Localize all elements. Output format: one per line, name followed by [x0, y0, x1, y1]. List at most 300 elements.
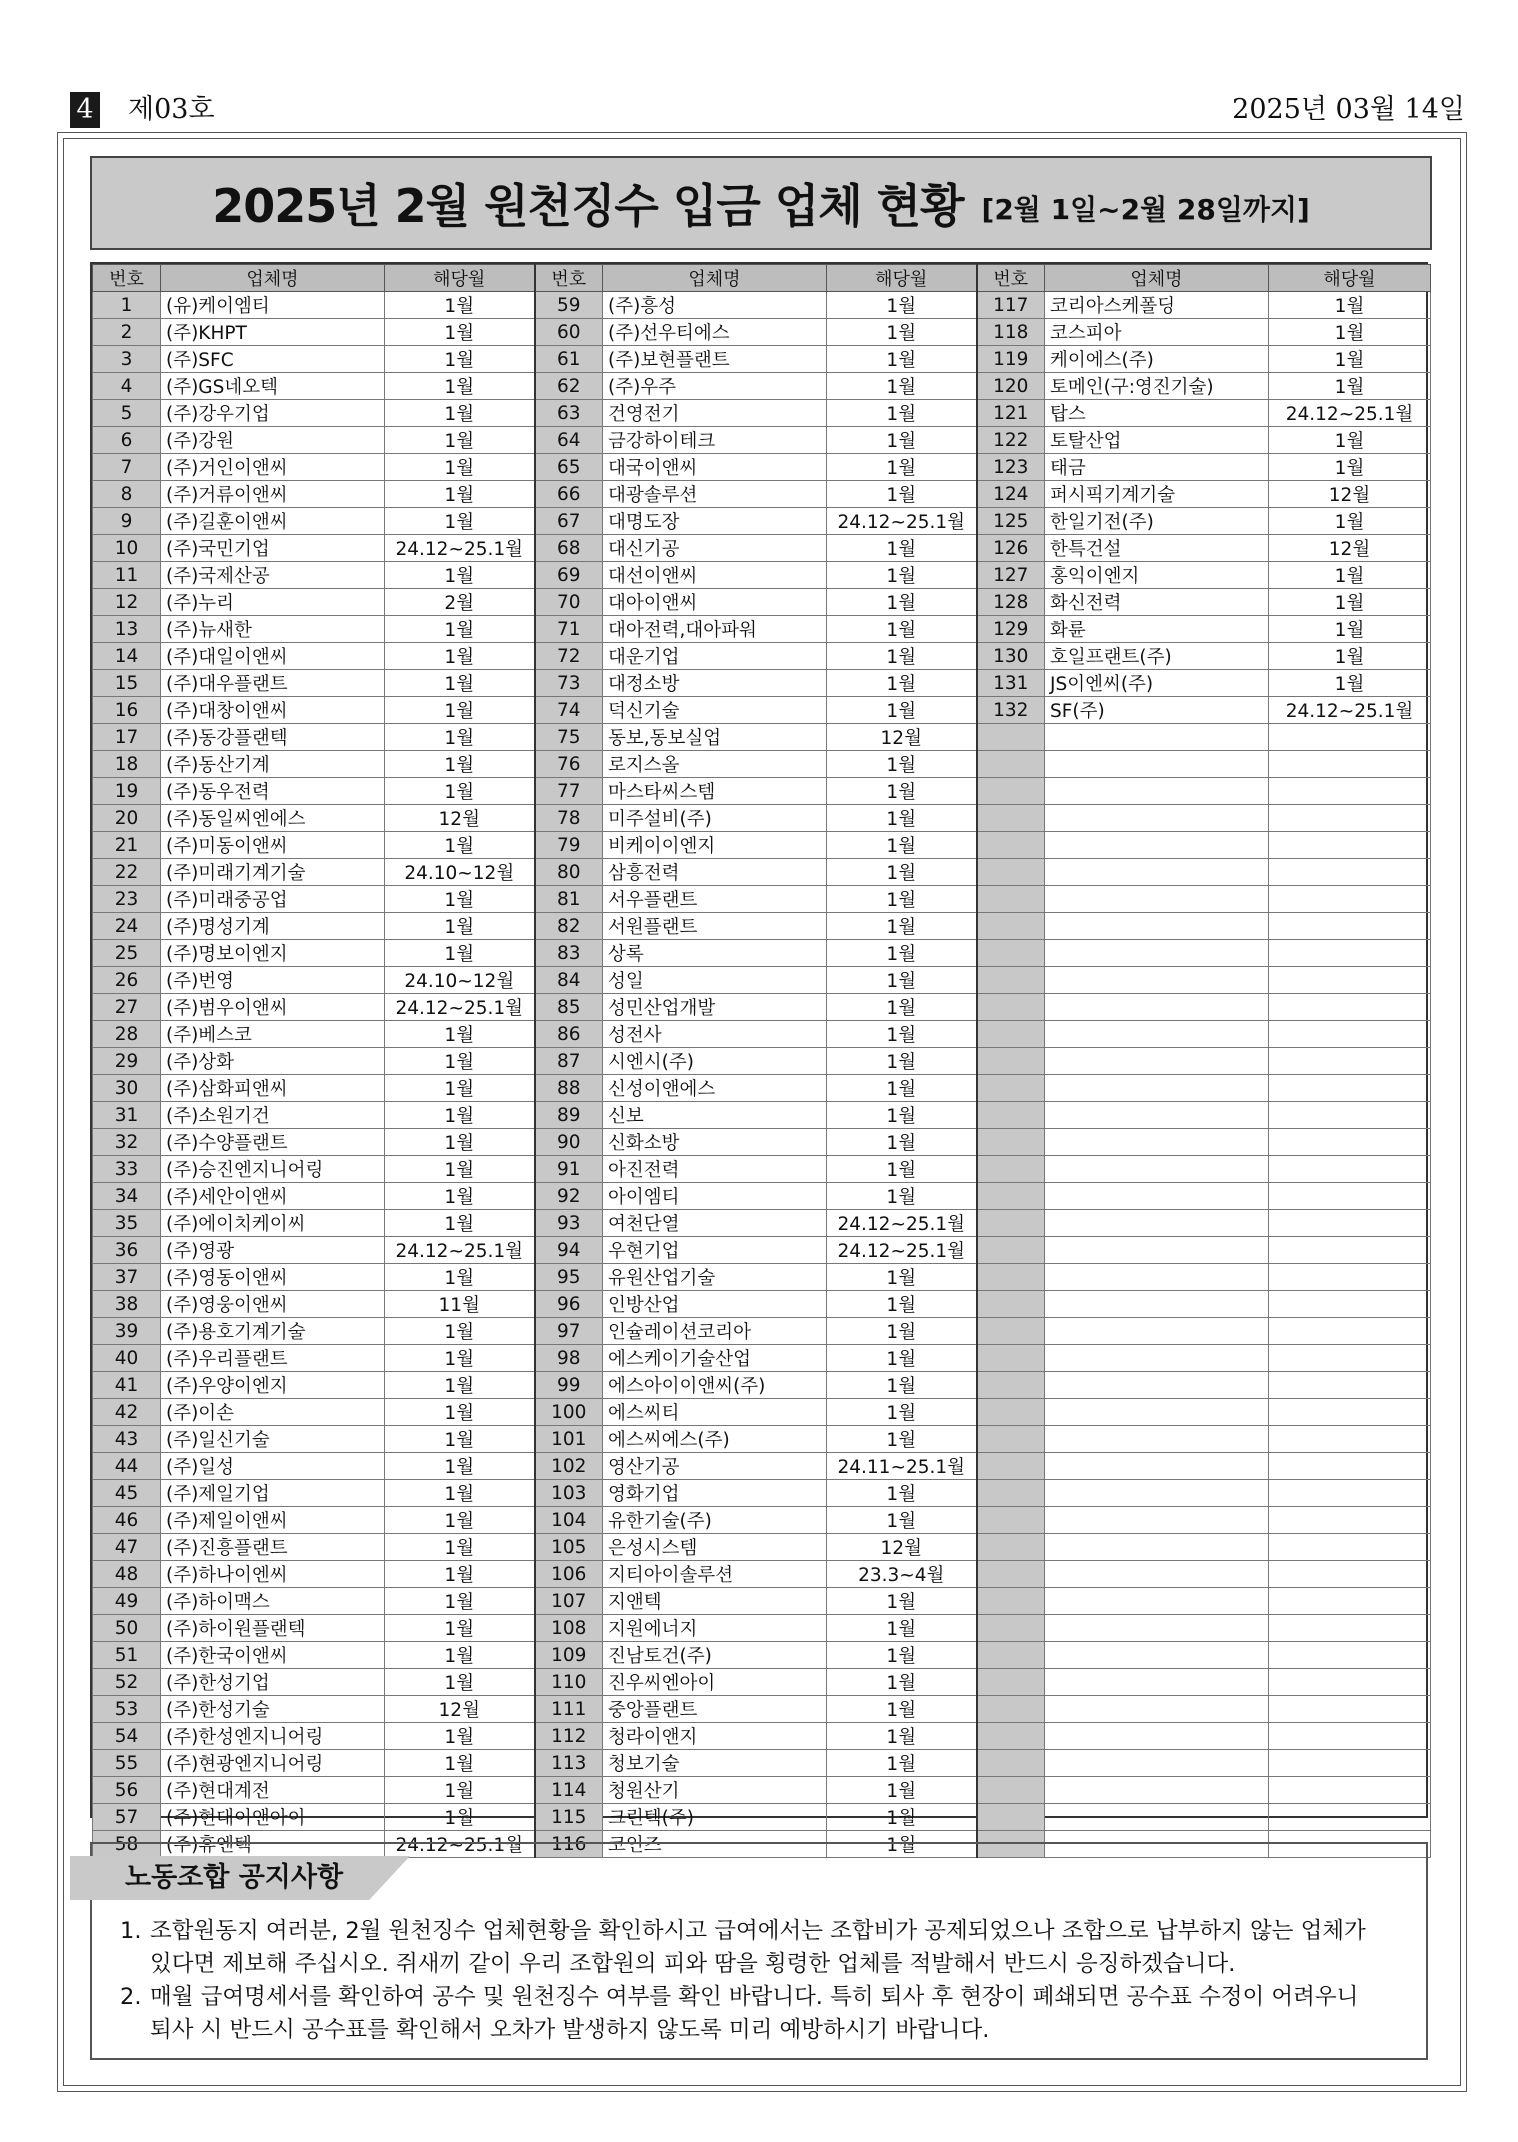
month-value	[1269, 994, 1431, 1021]
month-value: 1월	[385, 697, 535, 724]
row-number: 18	[93, 751, 161, 778]
company-name: 청보기술	[603, 1750, 827, 1777]
notice-line: 조합원동지 여러분, 2월 원천징수 업체현황을 확인하시고 급여에서는 조합비가 공제되었으나 조합으로 납부하지 않는 업체가	[150, 1918, 1366, 1944]
month-value: 1월	[1269, 643, 1431, 670]
company-name: (주)미래중공업	[161, 886, 385, 913]
row-number: 132	[977, 697, 1045, 724]
month-value: 1월	[1269, 562, 1431, 589]
company-name: 호일프랜트(주)	[1045, 643, 1269, 670]
row-number: 65	[535, 454, 603, 481]
row-number	[977, 1642, 1045, 1669]
month-value: 1월	[385, 913, 535, 940]
row-number: 57	[93, 1804, 161, 1831]
row-number: 10	[93, 535, 161, 562]
company-name: 대선이앤씨	[603, 562, 827, 589]
row-number: 62	[535, 373, 603, 400]
month-value: 1월	[827, 1804, 977, 1831]
company-name	[1045, 1696, 1269, 1723]
company-name: (주)한성기업	[161, 1669, 385, 1696]
column-header: 번호	[977, 265, 1045, 292]
month-value: 1월	[827, 1480, 977, 1507]
company-name: (주)영광	[161, 1237, 385, 1264]
column-header: 업체명	[1045, 265, 1269, 292]
row-number: 24	[93, 913, 161, 940]
table-row	[93, 1561, 1431, 1588]
month-value: 1월	[827, 1372, 977, 1399]
row-number: 5	[93, 400, 161, 427]
company-name: (주)선우티에스	[603, 319, 827, 346]
company-name: (주)용호기계기술	[161, 1318, 385, 1345]
month-value: 1월	[385, 1480, 535, 1507]
company-name: 지티아이솔루션	[603, 1561, 827, 1588]
company-name	[1045, 1534, 1269, 1561]
month-value: 1월	[385, 427, 535, 454]
month-value: 1월	[827, 1075, 977, 1102]
table-row	[93, 481, 1431, 508]
company-name: 유원산업기술	[603, 1264, 827, 1291]
month-value	[1269, 1102, 1431, 1129]
company-name	[1045, 1183, 1269, 1210]
table-row	[93, 1345, 1431, 1372]
company-name: 성민산업개발	[603, 994, 827, 1021]
company-name	[1045, 1561, 1269, 1588]
month-value: 1월	[385, 292, 535, 319]
row-number: 107	[535, 1588, 603, 1615]
row-number: 36	[93, 1237, 161, 1264]
table-row	[93, 1183, 1431, 1210]
company-name: 대운기업	[603, 643, 827, 670]
month-value	[1269, 1426, 1431, 1453]
table-row	[93, 1480, 1431, 1507]
month-value: 24.10~12월	[385, 967, 535, 994]
month-value	[1269, 1615, 1431, 1642]
row-number: 52	[93, 1669, 161, 1696]
row-number: 30	[93, 1075, 161, 1102]
row-number: 44	[93, 1453, 161, 1480]
table-row	[93, 967, 1431, 994]
month-value	[1269, 1264, 1431, 1291]
table-row	[93, 751, 1431, 778]
month-value	[1269, 859, 1431, 886]
month-value: 1월	[385, 1750, 535, 1777]
month-value: 1월	[827, 994, 977, 1021]
row-number: 109	[535, 1642, 603, 1669]
month-value: 1월	[827, 697, 977, 724]
month-value: 1월	[385, 643, 535, 670]
month-value: 1월	[385, 1507, 535, 1534]
row-number: 85	[535, 994, 603, 1021]
company-name: (주)하나이엔씨	[161, 1561, 385, 1588]
month-value: 24.12~25.1월	[385, 994, 535, 1021]
month-value: 24.12~25.1월	[385, 1831, 535, 1858]
company-name	[1045, 967, 1269, 994]
row-number: 99	[535, 1372, 603, 1399]
month-value: 1월	[385, 319, 535, 346]
row-number: 98	[535, 1345, 603, 1372]
company-name: 대정소방	[603, 670, 827, 697]
month-value: 1월	[827, 292, 977, 319]
company-name: 탑스	[1045, 400, 1269, 427]
row-number: 22	[93, 859, 161, 886]
page-number: 4	[70, 92, 100, 128]
month-value: 1월	[827, 427, 977, 454]
table-row	[93, 373, 1431, 400]
row-number: 39	[93, 1318, 161, 1345]
company-name: 인슐레이션코리아	[603, 1318, 827, 1345]
row-number: 15	[93, 670, 161, 697]
month-value: 1월	[385, 886, 535, 913]
row-number: 96	[535, 1291, 603, 1318]
company-name: 시엔시(주)	[603, 1048, 827, 1075]
company-name: (주)명보이엔지	[161, 940, 385, 967]
month-value	[1269, 778, 1431, 805]
month-value	[1269, 1750, 1431, 1777]
company-name	[1045, 1156, 1269, 1183]
company-name: (주)뉴새한	[161, 616, 385, 643]
company-name	[1045, 913, 1269, 940]
month-value: 1월	[827, 1723, 977, 1750]
column-header: 번호	[93, 265, 161, 292]
month-value: 1월	[827, 1183, 977, 1210]
month-value: 1월	[385, 1534, 535, 1561]
company-name: (주)진흥플랜트	[161, 1534, 385, 1561]
row-number: 28	[93, 1021, 161, 1048]
company-name	[1045, 1075, 1269, 1102]
company-name	[1045, 1345, 1269, 1372]
row-number: 130	[977, 643, 1045, 670]
row-number: 48	[93, 1561, 161, 1588]
row-number: 7	[93, 454, 161, 481]
company-name: JS이엔씨(주)	[1045, 670, 1269, 697]
row-number: 93	[535, 1210, 603, 1237]
row-number: 78	[535, 805, 603, 832]
issue-number: 제03호	[128, 94, 215, 125]
page-header	[70, 92, 1465, 132]
row-number: 82	[535, 913, 603, 940]
row-number: 128	[977, 589, 1045, 616]
column-header: 해당월	[385, 265, 535, 292]
row-number	[977, 1777, 1045, 1804]
company-name	[1045, 1804, 1269, 1831]
row-number: 33	[93, 1156, 161, 1183]
company-name: 아진전력	[603, 1156, 827, 1183]
company-name: (주)하이원플랜텍	[161, 1615, 385, 1642]
company-name: (주)휴엔텍	[161, 1831, 385, 1858]
company-name: (주)한국이앤씨	[161, 1642, 385, 1669]
month-value	[1269, 1669, 1431, 1696]
month-value: 1월	[827, 643, 977, 670]
month-value: 1월	[385, 832, 535, 859]
company-name: 에스씨에스(주)	[603, 1426, 827, 1453]
month-value: 1월	[827, 1507, 977, 1534]
month-value: 1월	[385, 724, 535, 751]
company-table	[92, 264, 1431, 1858]
row-number: 67	[535, 508, 603, 535]
row-number: 71	[535, 616, 603, 643]
month-value: 24.12~25.1월	[1269, 697, 1431, 724]
month-value: 1월	[827, 589, 977, 616]
row-number	[977, 1480, 1045, 1507]
row-number: 70	[535, 589, 603, 616]
company-name: 아이엠티	[603, 1183, 827, 1210]
month-value: 1월	[385, 1561, 535, 1588]
month-value: 1월	[385, 1183, 535, 1210]
month-value: 12월	[385, 805, 535, 832]
row-number	[977, 859, 1045, 886]
company-name: 대신기공	[603, 535, 827, 562]
company-name	[1045, 1372, 1269, 1399]
month-value: 23.3~4월	[827, 1561, 977, 1588]
month-value: 1월	[1269, 589, 1431, 616]
row-number: 51	[93, 1642, 161, 1669]
company-table-container	[90, 262, 1428, 1856]
month-value: 1월	[385, 481, 535, 508]
company-name	[1045, 886, 1269, 913]
row-number	[977, 1507, 1045, 1534]
company-name: (주)삼화피앤씨	[161, 1075, 385, 1102]
row-number: 129	[977, 616, 1045, 643]
table-row	[93, 859, 1431, 886]
row-number: 29	[93, 1048, 161, 1075]
company-name: (주)베스코	[161, 1021, 385, 1048]
month-value: 1월	[827, 778, 977, 805]
company-name	[1045, 832, 1269, 859]
company-name: (주)국제산공	[161, 562, 385, 589]
month-value: 1월	[385, 751, 535, 778]
company-name: 케이에스(주)	[1045, 346, 1269, 373]
table-row	[93, 1750, 1431, 1777]
month-value: 24.11~25.1월	[827, 1453, 977, 1480]
row-number: 83	[535, 940, 603, 967]
row-number: 59	[535, 292, 603, 319]
row-number: 47	[93, 1534, 161, 1561]
company-name: (주)동강플랜텍	[161, 724, 385, 751]
company-name: 은성시스템	[603, 1534, 827, 1561]
row-number	[977, 1156, 1045, 1183]
notice-line: 매월 급여명세서를 확인하여 공수 및 원천징수 여부를 확인 바랍니다. 특히 퇴사 후 현장이 폐쇄되면 공수표 수정이 어려우니	[150, 1984, 1359, 2010]
month-value	[1269, 751, 1431, 778]
month-value	[1269, 1696, 1431, 1723]
row-number: 124	[977, 481, 1045, 508]
month-value: 1월	[385, 1723, 535, 1750]
month-value	[1269, 913, 1431, 940]
company-name: 우현기업	[603, 1237, 827, 1264]
row-number	[977, 1210, 1045, 1237]
row-number: 21	[93, 832, 161, 859]
row-number: 127	[977, 562, 1045, 589]
month-value: 1월	[827, 1669, 977, 1696]
row-number	[977, 1399, 1045, 1426]
month-value: 1월	[827, 400, 977, 427]
row-number	[977, 832, 1045, 859]
row-number	[977, 1345, 1045, 1372]
company-name	[1045, 1291, 1269, 1318]
row-number	[977, 1291, 1045, 1318]
row-number: 54	[93, 1723, 161, 1750]
row-number: 84	[535, 967, 603, 994]
row-number	[977, 1075, 1045, 1102]
month-value: 12월	[1269, 535, 1431, 562]
row-number	[977, 751, 1045, 778]
table-row	[93, 1048, 1431, 1075]
table-row	[93, 454, 1431, 481]
company-name: 태금	[1045, 454, 1269, 481]
row-number: 25	[93, 940, 161, 967]
notice-title: 노동조합 공지사항	[125, 1862, 344, 1893]
row-number: 119	[977, 346, 1045, 373]
month-value: 1월	[827, 1318, 977, 1345]
notice-text	[150, 1981, 1410, 2047]
month-value: 1월	[1269, 508, 1431, 535]
company-name: (주)영동이앤씨	[161, 1264, 385, 1291]
row-number: 26	[93, 967, 161, 994]
table-row	[93, 1399, 1431, 1426]
row-number: 75	[535, 724, 603, 751]
month-value	[1269, 1183, 1431, 1210]
row-number	[977, 1102, 1045, 1129]
month-value: 12월	[827, 724, 977, 751]
month-value	[1269, 1777, 1431, 1804]
column-header: 업체명	[603, 265, 827, 292]
row-number: 32	[93, 1129, 161, 1156]
company-name: 한일기전(주)	[1045, 508, 1269, 535]
month-value: 1월	[827, 670, 977, 697]
month-value: 1월	[385, 778, 535, 805]
company-name: 건영전기	[603, 400, 827, 427]
company-name: 청원산기	[603, 1777, 827, 1804]
row-number	[977, 1615, 1045, 1642]
company-name: (주)동산기계	[161, 751, 385, 778]
company-name: (주)SFC	[161, 346, 385, 373]
row-number: 80	[535, 859, 603, 886]
company-name	[1045, 778, 1269, 805]
month-value: 1월	[385, 373, 535, 400]
company-name: (주)소원기건	[161, 1102, 385, 1129]
month-value: 1월	[385, 1156, 535, 1183]
company-name	[1045, 1237, 1269, 1264]
table-row	[93, 1696, 1431, 1723]
company-name: 서원플랜트	[603, 913, 827, 940]
month-value: 1월	[827, 1696, 977, 1723]
company-name: 중앙플랜트	[603, 1696, 827, 1723]
company-name	[1045, 1588, 1269, 1615]
month-value: 1월	[385, 1048, 535, 1075]
month-value: 1월	[827, 1831, 977, 1858]
row-number: 92	[535, 1183, 603, 1210]
month-value: 1월	[1269, 454, 1431, 481]
row-number: 106	[535, 1561, 603, 1588]
month-value: 1월	[827, 967, 977, 994]
month-value	[1269, 1075, 1431, 1102]
row-number: 117	[977, 292, 1045, 319]
company-name	[1045, 1453, 1269, 1480]
company-name: (주)흥성	[603, 292, 827, 319]
row-number: 23	[93, 886, 161, 913]
notice-item	[120, 1981, 1410, 2047]
month-value: 1월	[1269, 319, 1431, 346]
table-row	[93, 1318, 1431, 1345]
month-value: 1월	[827, 454, 977, 481]
table-row	[93, 670, 1431, 697]
company-name: 신보	[603, 1102, 827, 1129]
row-number: 97	[535, 1318, 603, 1345]
month-value: 1월	[827, 1426, 977, 1453]
company-name	[1045, 1642, 1269, 1669]
company-name: (주)우리플랜트	[161, 1345, 385, 1372]
company-name: 청라이앤지	[603, 1723, 827, 1750]
company-name: 미주설비(주)	[603, 805, 827, 832]
table-row	[93, 1534, 1431, 1561]
row-number: 8	[93, 481, 161, 508]
company-name: (주)일신기술	[161, 1426, 385, 1453]
month-value	[1269, 1291, 1431, 1318]
company-name	[1045, 1507, 1269, 1534]
month-value: 1월	[827, 535, 977, 562]
month-value: 1월	[827, 1129, 977, 1156]
month-value: 1월	[827, 1102, 977, 1129]
row-number	[977, 940, 1045, 967]
company-name	[1045, 859, 1269, 886]
column-header: 해당월	[1269, 265, 1431, 292]
month-value: 1월	[1269, 427, 1431, 454]
month-value: 1월	[385, 1453, 535, 1480]
month-value	[1269, 1237, 1431, 1264]
month-value: 1월	[1269, 373, 1431, 400]
row-number	[977, 1723, 1045, 1750]
table-row	[93, 1237, 1431, 1264]
month-value: 24.12~25.1월	[1269, 400, 1431, 427]
month-value: 1월	[827, 1750, 977, 1777]
row-number: 112	[535, 1723, 603, 1750]
row-number: 9	[93, 508, 161, 535]
company-name: (주)수양플랜트	[161, 1129, 385, 1156]
row-number: 69	[535, 562, 603, 589]
company-name: (주)현대계전	[161, 1777, 385, 1804]
company-name	[1045, 1129, 1269, 1156]
company-name	[1045, 724, 1269, 751]
row-number: 72	[535, 643, 603, 670]
company-name: (주)대창이앤씨	[161, 697, 385, 724]
month-value: 1월	[827, 1615, 977, 1642]
month-value: 12월	[385, 1696, 535, 1723]
company-name: 코리아스케폴딩	[1045, 292, 1269, 319]
month-value: 1월	[385, 1129, 535, 1156]
company-name: (주)동일씨엔에스	[161, 805, 385, 832]
row-number: 121	[977, 400, 1045, 427]
company-name: 한특건설	[1045, 535, 1269, 562]
month-value: 1월	[385, 1021, 535, 1048]
month-value: 1월	[385, 508, 535, 535]
month-value: 1월	[385, 1102, 535, 1129]
table-row	[93, 535, 1431, 562]
month-value: 1월	[827, 346, 977, 373]
month-value	[1269, 1129, 1431, 1156]
company-name: (유)케이엠티	[161, 292, 385, 319]
month-value	[1269, 1642, 1431, 1669]
row-number: 40	[93, 1345, 161, 1372]
table-row	[93, 1426, 1431, 1453]
row-number: 66	[535, 481, 603, 508]
month-value	[1269, 886, 1431, 913]
month-value	[1269, 1507, 1431, 1534]
month-value: 1월	[385, 1804, 535, 1831]
row-number	[977, 913, 1045, 940]
company-name: (주)한성엔지니어링	[161, 1723, 385, 1750]
month-value: 12월	[827, 1534, 977, 1561]
month-value: 24.12~25.1월	[385, 1237, 535, 1264]
company-name	[1045, 1777, 1269, 1804]
month-value: 1월	[385, 1615, 535, 1642]
